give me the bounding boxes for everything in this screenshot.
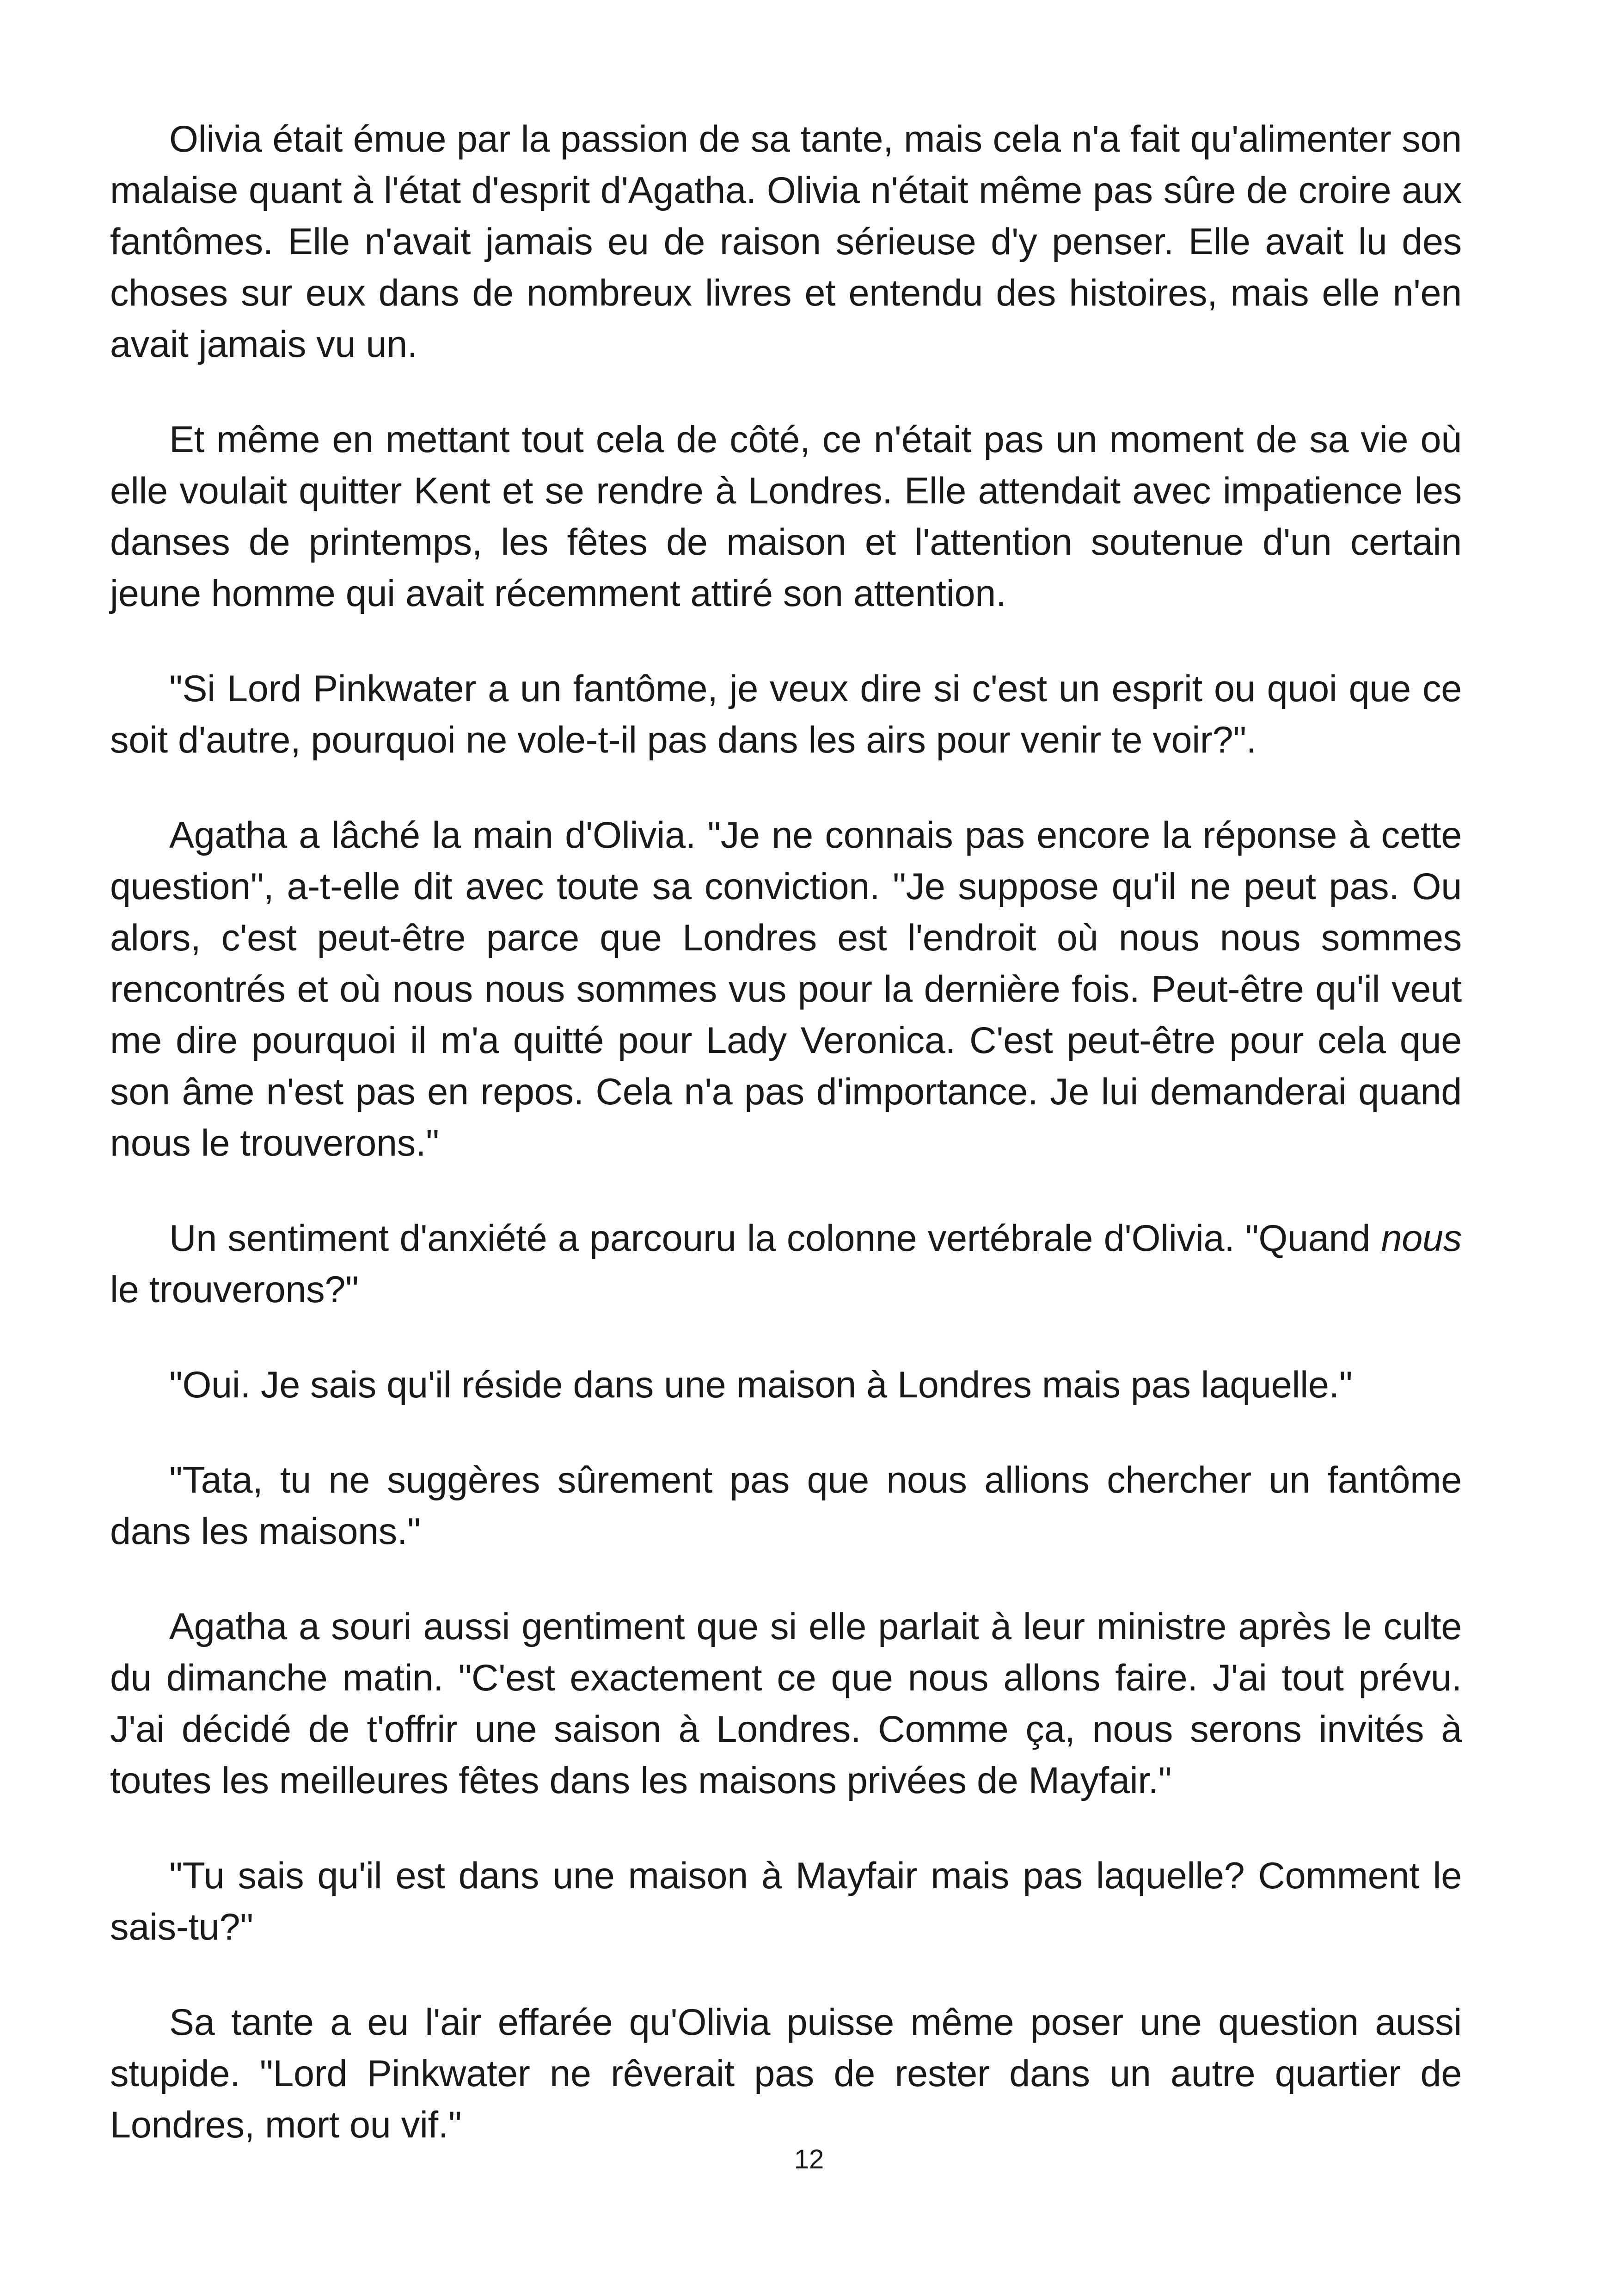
paragraph-text: Un sentiment d'anxiété a parcouru la colonne vertébrale d'Olivia. "Quand — [169, 1218, 1381, 1259]
paragraph: Olivia était émue par la passion de sa tante, mais cela n'a fait qu'alimenter son malaise quant à l'état d'esprit d'Agatha. Olivia n'était même pas sûre de croire aux fantômes. Elle n'avait jamais eu de raison sérieuse d'y penser. Elle avait lu des choses sur eux dans de nombreux livres et entendu des histoires, mais elle n'en avait jamais vu un. — [110, 118, 1462, 365]
paragraph: "Tu sais qu'il est dans une maison à Mayfair mais pas laquelle? Comment le sais-tu?" — [110, 1855, 1462, 1948]
paragraph: Agatha a lâché la main d'Olivia. "Je ne connais pas encore la réponse à cette question", a-t-elle dit avec toute sa conviction. "Je suppose qu'il ne peut pas. Ou alors, c'est peut-être parce que Londres est l'endroit où nous nous sommes rencontrés et où nous nous sommes vus pour la dernière fois. Peut-être qu'il veut me dire pourquoi il m'a quitté pour Lady Veronica. C'est peut-être pour cela que son âme n'est pas en repos. Cela n'a pas d'importance. Je lui demanderai quand nous le trouverons." — [110, 814, 1462, 1164]
paragraph: Sa tante a eu l'air effarée qu'Olivia puisse même poser une question aussi stupide. "Lord Pinkwater ne rêverait pas de rester dans un autre quartier de Londres, mort ou vif." — [110, 2002, 1462, 2146]
paragraph-with-emphasis — [110, 1213, 1462, 1316]
paragraph-text: le trouverons?" — [110, 1269, 359, 1310]
page-number: 12 — [794, 2144, 824, 2174]
paragraph: "Tata, tu ne suggères sûrement pas que nous allions chercher un fantôme dans les maisons." — [110, 1459, 1462, 1552]
paragraph: "Oui. Je sais qu'il réside dans une maison à Londres mais pas laquelle." — [169, 1364, 1353, 1406]
emphasized-word: nous — [1381, 1218, 1462, 1259]
body-text — [110, 114, 1462, 2195]
paragraph: Et même en mettant tout cela de côté, ce n'était pas un moment de sa vie où elle voulait quitter Kent et se rendre à Londres. Elle attendait avec impatience les danses de printemps, les fêtes de maison et l'attention soutenue d'un certain jeune homme qui avait récemment attiré son attention. — [110, 419, 1462, 614]
paragraph: "Si Lord Pinkwater a un fantôme, je veux dire si c'est un esprit ou quoi que ce soit d'autre, pourquoi ne vole-t-il pas dans les airs pour venir te voir?". — [110, 668, 1462, 761]
paragraph: Agatha a souri aussi gentiment que si elle parlait à leur ministre après le culte du dimanche matin. "C'est exactement ce que nous allons faire. J'ai tout prévu. J'ai décidé de t'offrir une saison à Londres. Comme ça, nous serons invités à toutes les meilleures fêtes dans les maisons privées de Mayfair." — [110, 1606, 1462, 1801]
